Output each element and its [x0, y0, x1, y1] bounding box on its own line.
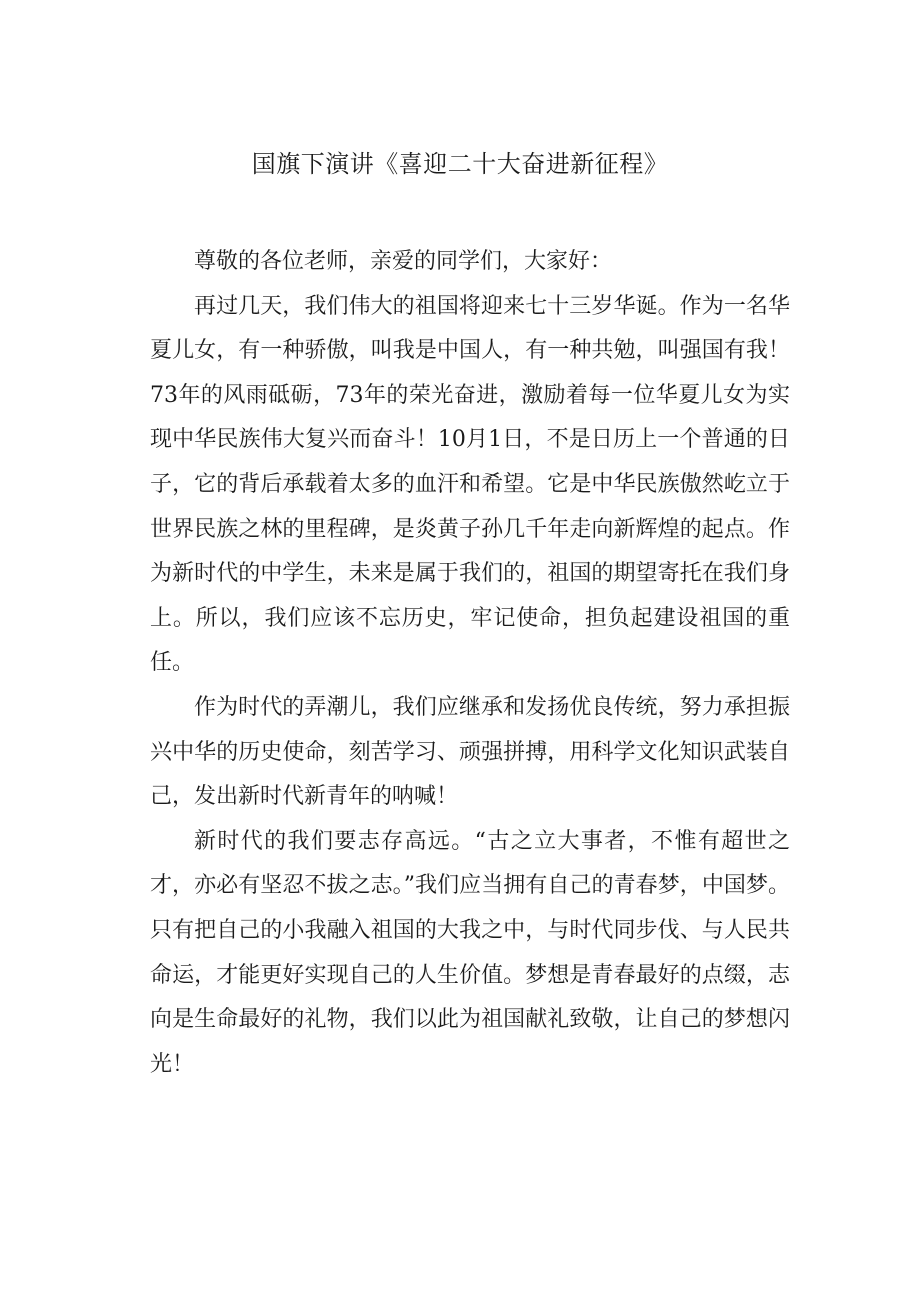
document-title: 国旗下演讲《喜迎二十大奋进新征程》: [251, 150, 669, 178]
body-paragraph-1: 再过几天，我们伟大的祖国将迎来七十三岁华诞。作为一名华夏儿女，有一种骄傲，叫我是中国人，有一种共勉，叫强国有我！73年的风雨砥砺，73年的荣光奋进，激励着每一位华夏儿女为实现中华民族伟大复兴而奋斗！10月1日，不是日历上一个普通的日子，它的背后承载着太多的血汗和希望。它是中华民族傲然屹立于世界民族之林的里程碑，是炎黄子孙几千年走向新辉煌的起点。作为新时代的中学生，未来是属于我们的，祖国的期望寄托在我们身上。所以，我们应该不忘历史，牢记使命，担负起建设祖国的重任。: [150, 293, 790, 676]
body-paragraph-3: 新时代的我们要志存高远。“古之立大事者，不惟有超世之才，亦必有坚忍不拔之志。”我们应当拥有自己的青春梦，中国梦。只有把自己的小我融入祖国的大我之中，与时代同步伐、与人民共命运，才能更好实现自己的人生价值。梦想是青春最好的点缀，志向是生命最好的礼物，我们以此为祖国献礼致敬，让自己的梦想闪光！: [150, 828, 790, 1077]
greeting-paragraph: 尊敬的各位老师，亲爱的同学们，大家好：: [194, 249, 613, 274]
body-paragraph-2: 作为时代的弄潮儿，我们应继承和发扬优良传统，努力承担振兴中华的历史使命，刻苦学习、顽强拼搏，用科学文化知识武装自己，发出新时代新青年的呐喊！: [150, 694, 790, 810]
document-body: [150, 240, 790, 1087]
